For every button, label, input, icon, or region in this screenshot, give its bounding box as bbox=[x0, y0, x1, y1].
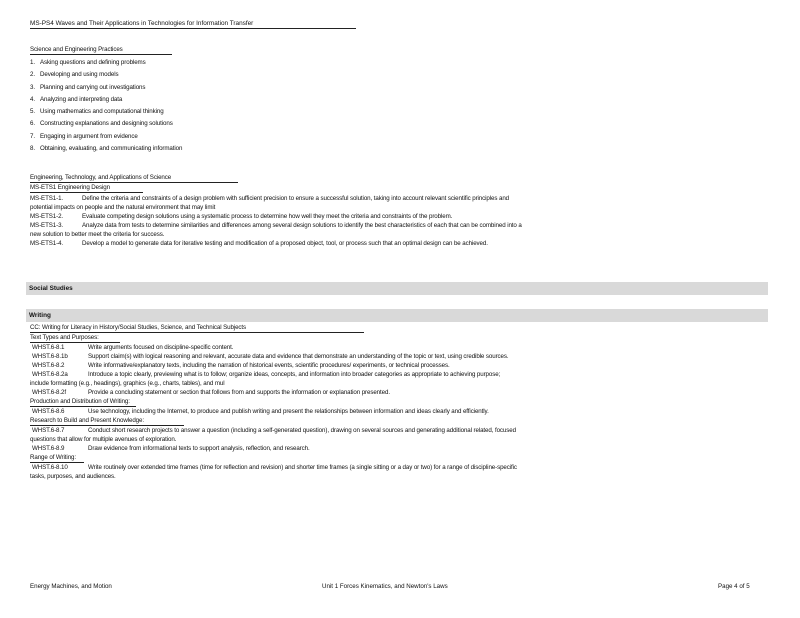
practice-number: 3. bbox=[30, 83, 35, 91]
standard-code: MS-ETS1-1. bbox=[30, 195, 64, 202]
writing-standard-row bbox=[30, 388, 517, 397]
standard-row bbox=[30, 239, 522, 248]
writing-bar bbox=[26, 309, 768, 322]
writing-groups bbox=[30, 333, 517, 481]
header-title: MS-PS4 Waves and Their Applications in Technologies for Information Transfer bbox=[30, 20, 254, 27]
writing-standard-text: Write informative/explanatory texts, including the narration of historical events, scientific procedures/ experiments, or technical processes. bbox=[88, 362, 450, 369]
writing-standard-text: Write arguments focused on discipline-specific content. bbox=[88, 344, 234, 351]
writing-group-heading: Range of Writing: bbox=[30, 453, 84, 463]
writing-standard-code: WHST.6-8.1b bbox=[32, 353, 68, 360]
footer-left: Energy Machines, and Motion bbox=[30, 583, 112, 590]
applications-subheading: MS-ETS1 Engineering Design bbox=[30, 183, 143, 193]
practice-item bbox=[30, 132, 182, 144]
standard-code: MS-ETS1-3. bbox=[30, 222, 64, 229]
writing-standard-code: WHST.6-8.9 bbox=[32, 445, 65, 452]
writing-group-heading: Research to Build and Present Knowledge: bbox=[30, 416, 184, 426]
applications-heading: Engineering, Technology, and Applications of Science bbox=[30, 173, 238, 183]
practice-text: Constructing explanations and designing solutions bbox=[40, 120, 173, 128]
writing-standard-code: WHST.6-8.6 bbox=[32, 408, 65, 415]
practice-item bbox=[30, 58, 182, 70]
practice-item bbox=[30, 95, 182, 107]
practice-text: Analyzing and interpreting data bbox=[40, 95, 123, 103]
standard-text: Analyze data from tests to determine similarities and differences among several design solutions to identify the best characteristics of each that can be combined into a bbox=[82, 222, 522, 229]
writing-standard-row bbox=[30, 343, 517, 352]
writing-standard-text-continued: questions that allow for multiple avenues of exploration. bbox=[30, 436, 177, 443]
writing-section bbox=[30, 323, 517, 481]
practice-text: Obtaining, evaluating, and communicating information bbox=[40, 145, 183, 153]
writing-standard-code: WHST.6-8.10 bbox=[32, 464, 68, 471]
writing-standard-text: Introduce a topic clearly, previewing what is to follow; organize ideas, concepts, and information into broader categories as appropriate to achieving purpose; bbox=[88, 371, 501, 378]
standard-text: Evaluate competing design solutions using a systematic process to determine how well they meet the criteria and constraints of the problem. bbox=[82, 213, 453, 220]
applications-section bbox=[30, 173, 522, 248]
writing-group-heading: Production and Distribution of Writing: bbox=[30, 397, 136, 407]
standard-text: Develop a model to generate data for iterative testing and modification of a proposed object, tool, or process such that an optimal design can be achieved. bbox=[82, 240, 488, 247]
writing-standard-text: Draw evidence from informational texts to support analysis, reflection, and research. bbox=[88, 445, 310, 452]
writing-standard-row bbox=[30, 370, 517, 379]
practice-text: Asking questions and defining problems bbox=[40, 59, 146, 66]
practice-number: 5. bbox=[30, 108, 35, 116]
writing-standard-text-continued: include formatting (e.g., headings), graphics (e.g., charts, tables), and mul bbox=[30, 380, 225, 387]
writing-standard-row bbox=[30, 463, 517, 472]
practice-number: 6. bbox=[30, 120, 35, 128]
writing-standard-text: Conduct short research projects to answer a question (including a self-generated question), drawing on several sources and generating additional related, focused bbox=[88, 427, 516, 434]
practice-item bbox=[30, 70, 182, 82]
practice-number: 7. bbox=[30, 132, 35, 140]
writing-standard-row bbox=[30, 361, 517, 370]
standard-row bbox=[30, 194, 522, 203]
writing-standard-text: Use technology, including the Internet, to produce and publish writing and present the relationships between information and ideas clearly and efficiently. bbox=[88, 408, 489, 415]
writing-standard-code: WHST.6-8.2 bbox=[32, 362, 65, 369]
standard-code: MS-ETS1-4. bbox=[30, 240, 64, 247]
practice-item bbox=[30, 107, 182, 119]
writing-standard-code: WHST.6-8.2f bbox=[32, 389, 66, 396]
writing-standard-text-continued: tasks, purposes, and audiences. bbox=[30, 473, 116, 480]
practices-list bbox=[30, 58, 182, 156]
writing-group-heading: Text Types and Purposes: bbox=[30, 333, 120, 343]
practice-item bbox=[30, 144, 182, 156]
document-header bbox=[30, 20, 356, 29]
practice-text: Engaging in argument from evidence bbox=[40, 132, 138, 140]
standard-code: MS-ETS1-2. bbox=[30, 213, 64, 220]
standard-text: Define the criteria and constraints of a design problem with sufficient precision to ensure a successful solution, taking into account relevant scientific principles and bbox=[82, 195, 510, 202]
practice-number: 8. bbox=[30, 145, 35, 153]
writing-standard-row bbox=[30, 444, 517, 453]
practice-number: 1. bbox=[30, 59, 35, 66]
writing-label: Writing bbox=[29, 312, 51, 319]
standard-row bbox=[30, 212, 522, 221]
practice-item bbox=[30, 119, 182, 131]
practice-number: 2. bbox=[30, 71, 35, 79]
writing-standard-row bbox=[30, 426, 517, 435]
practice-text: Planning and carrying out investigations bbox=[40, 83, 146, 91]
practice-text: Developing and using models bbox=[40, 71, 119, 79]
practices-heading: Science and Engineering Practices bbox=[30, 45, 172, 55]
social-studies-label: Social Studies bbox=[29, 285, 73, 292]
writing-standard-text: Write routinely over extended time frames (time for reflection and revision) and shorter time frames (a single sitting or a day or two) for a range of discipline-specific bbox=[88, 464, 517, 471]
writing-standard-code: WHST.6-8.2a bbox=[32, 371, 68, 378]
footer-page: Page 4 of 5 bbox=[718, 583, 750, 590]
standard-text-continued: new solution to better meet the criteria for success. bbox=[30, 231, 165, 238]
writing-standard-text: Provide a concluding statement or section that follows from and supports the information or explanation presented. bbox=[88, 389, 390, 396]
practice-item bbox=[30, 83, 182, 95]
cc-heading: CC: Writing for Literacy in History/Social Studies, Science, and Technical Subjects bbox=[30, 323, 364, 333]
footer-center: Unit 1 Forces Kinematics, and Newton's Laws bbox=[322, 583, 448, 590]
writing-standard-row bbox=[30, 407, 517, 416]
standard-row bbox=[30, 221, 522, 230]
social-studies-bar bbox=[26, 282, 768, 295]
writing-standard-text: Support claim(s) with logical reasoning and relevant, accurate data and evidence that demonstrate an understanding of the topic or text, using credible sources. bbox=[88, 353, 509, 360]
ets-list bbox=[30, 194, 522, 248]
writing-standard-code: WHST.6-8.7 bbox=[32, 427, 65, 434]
standard-text-continued: potential impacts on people and the natural environment that may limit bbox=[30, 204, 216, 211]
writing-standard-row bbox=[30, 352, 517, 361]
practice-text: Using mathematics and computational thinking bbox=[40, 108, 164, 116]
practices-section bbox=[30, 45, 182, 156]
practice-number: 4. bbox=[30, 95, 35, 103]
writing-standard-code: WHST.6-8.1 bbox=[32, 344, 65, 351]
